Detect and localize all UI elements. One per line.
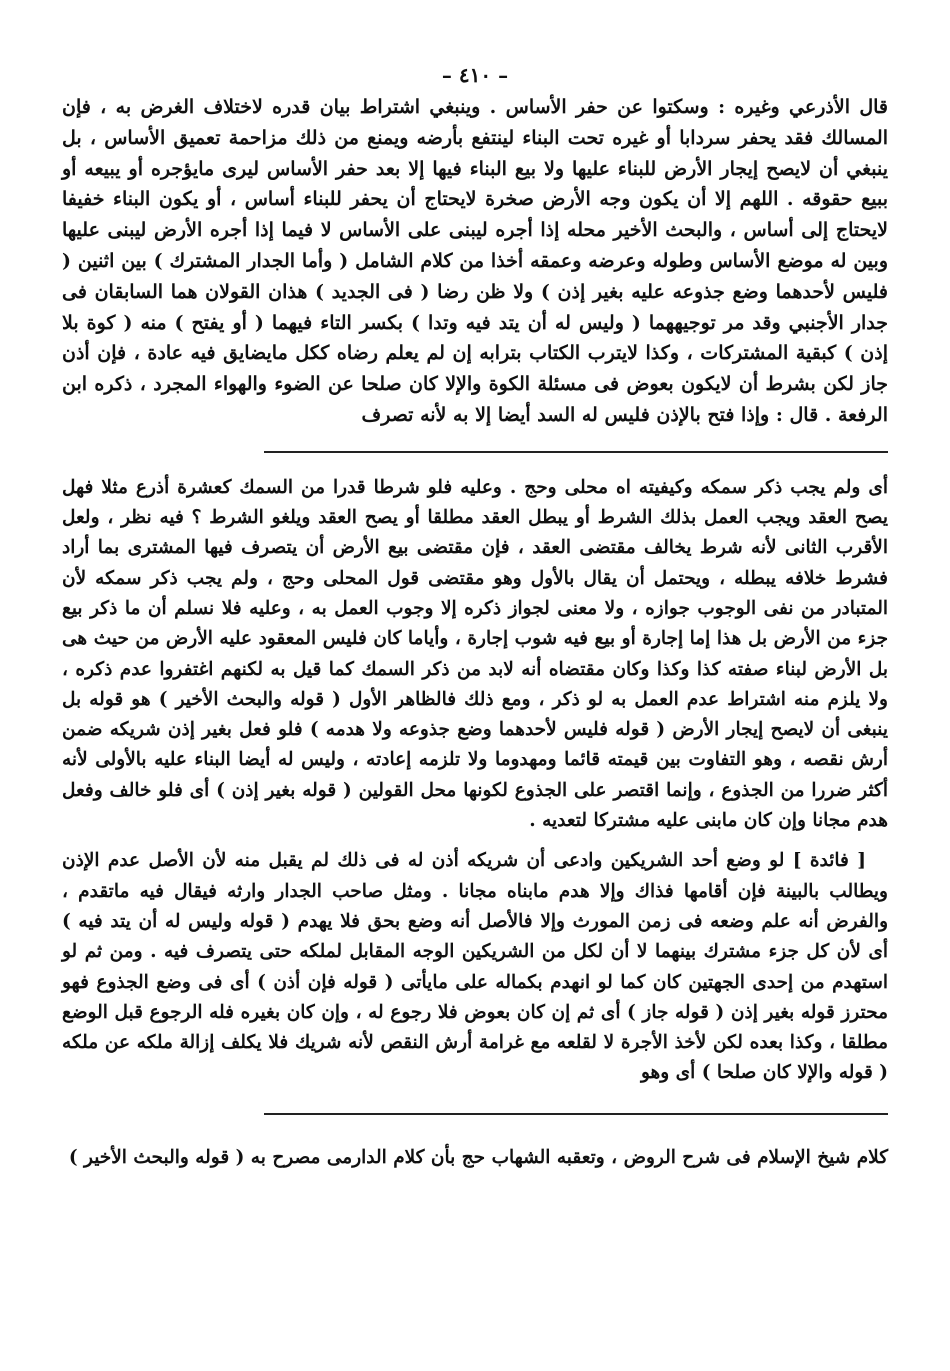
document-page	[62, 58, 888, 1173]
footnote-divider	[264, 451, 888, 453]
footnote-paragraph: [ فائدة ] لو وضع أحد الشريكين وادعى أن شريكه أذن له فى ذلك لم يقبل منه لأن الأصل عدم الإذن ويطالب بالبينة فإن أقامها فذاك وإلا هدم مابناه مجانا . ومثل صاحب الجدار وارثه فيقال فيه ماتقدم ، والفرض أنه علم وضعه فى زمن المورث وإلا فالأصل أنه وضع بحق فلا يهدم ( قوله وليس له أن يتد فيه ) أى لأن كل جزء مشترك بينهما لا أن لكل من الشريكين الوجه المقابل لملكه حتى يتصرف فيه . ومن ثم لو استهدم من إحدى الجهتين كان كما لو انهدم بكماله على مايأتى ( قوله فإن أذن ) أى فى وضع الجذوع فهو محترز قوله بغير إذن ( قوله جاز ) أى ثم إن كان بعوض فلا رجوع له ، وإن كان بغيره فله الرجوع قبل الوضع مطلقا ، وكذا بعده لكن لأخذ الأجرة لا لقلعه مع غرامة أرش النقص لأنه شريك فلا يكلف إزالة ملكه عن ملكه ( قوله والإلا كان صلحا ) أى وهو	[62, 850, 888, 1084]
bottom-note: كلام شيخ الإسلام فى شرح الروض ، وتعقبه الشهاب حج بأن كلام الدارمى مصرح به ( قوله والبحث الأخير )	[68, 1146, 888, 1168]
page-number: – ٤١٠ –	[441, 63, 509, 87]
bottom-divider	[264, 1113, 888, 1115]
footnote-paragraph: أى ولم يجب ذكر سمكه وكيفيته اه محلى وحج . وعليه فلو شرطا قدرا من السمك كعشرة أذرع مثلا فهل يصح العقد ويجب العمل بذلك الشرط أو يبطل العقد مطلقا أو يصح العقد ويلغو الشرط ؟ فيه نظر ، ولعل الأقرب الثانى لأنه شرط يخالف مقتضى العقد ، فإن مقتضى بيع الأرض أن يتصرف فيها المشترى بما أراد فشرط خلافه يبطله ، ويحتمل أن يقال بالأول وهو مقتضى قول المحلى وحج ، ولم يجب ذكر سمكه لأن المتبادر من نفى الوجوب جوازه ، ولا معنى لجواز ذكره إلا وجوب العمل به ، وعليه فلا نسلم أن ما ذكر بيع جزء من الأرض بل هذا إما إجارة أو بيع فيه شوب إجارة ، وأياما كان فليس المعقود عليه الأرض من حيث هى بل الأرض لبناء صفته كذا وكذا وكان مقتضاه أنه لابد من ذكر السمك كما قيل به لكنهم اغتفروا عدم ذكره ، ولا يلزم منه اشتراط عدم العمل به لو ذكر ، ومع ذلك فالظاهر الأول ( قوله والبحث الأخير ) هو قوله بل ينبغى أن لايصح إيجار الأرض ( قوله فليس لأحدهما وضع جذوعه ولا هدمه ) فلو فعل بغير إذن شريكه ضمن أرش نقصه ، وهو التفاوت بين قيمته قائما ومهدوما ولا تلزمه إعادته ، وليس له أيضا البناء عليه بالأولى لأنه أكثر ضررا من الجذوع ، وإنما اقتصر على الجذوع لكونها محل القولين ( قوله بغير إذن ) أى فلو خالف وفعل هدم مجانا وإن كان مابنى عليه مشتركا لتعديه .	[62, 476, 888, 832]
footnote-section	[62, 473, 888, 1089]
main-text: قال الأذرعي وغيره : وسكتوا عن حفر الأساس . وينبغي اشتراط بيان قدره لاختلاف الغرض به ، فإن المسالك فقد يحفر سردابا أو غيره تحت البناء لينتفع بأرضه ويمنع من ذلك مزاحمة تعميق الأساس ، بل ينبغي أن لايصح إيجار الأرض للبناء عليها ولا بيع البناء فيها إلا بعد حفر الأساس ليرى مايؤجره أو يبيعه أو ببيع حقوقه . اللهم إلا أن يكون وجه الأرض صخرة لايحتاج أن يحفر للبناء أساس ، أو يكون البناء خفيفا لايحتاج إلى أساس ، والبحث الأخير محله إذا أجره ليبنى على الأساس لا فيما إذا أجره الأرض ليبنى عليها وبين له موضع الأساس وطوله وعرضه وعمقه أخذا من كلام الشامل ( وأما الجدار المشترك ) بين اثنين ( فليس لأحدهما وضع جذوعه عليه بغير إذن ) ولا ظن رضا ( فى الجديد ) هذان القولان هما السابقان فى جدار الأجنبي وقد مر توجيههما ( وليس له أن يتد فيه وتدا ) بكسر التاء فيهما ( أو يفتح ) منه ( كوة بلا إذن ) كبقية المشتركات ، وكذا لايترب الكتاب بترابه إن لم يعلم رضاه ككل مايضايق فيه عادة ، فإن أذن جاز لكن بشرط أن لايكون بعوض فى مسئلة الكوة والإلا كان صلحا عن الضوء والهواء المجرد ، ذكره ابن الرفعة . قال : وإذا فتح بالإذن فليس له السد أيضا إلا به لأنه تصرف	[62, 96, 889, 426]
